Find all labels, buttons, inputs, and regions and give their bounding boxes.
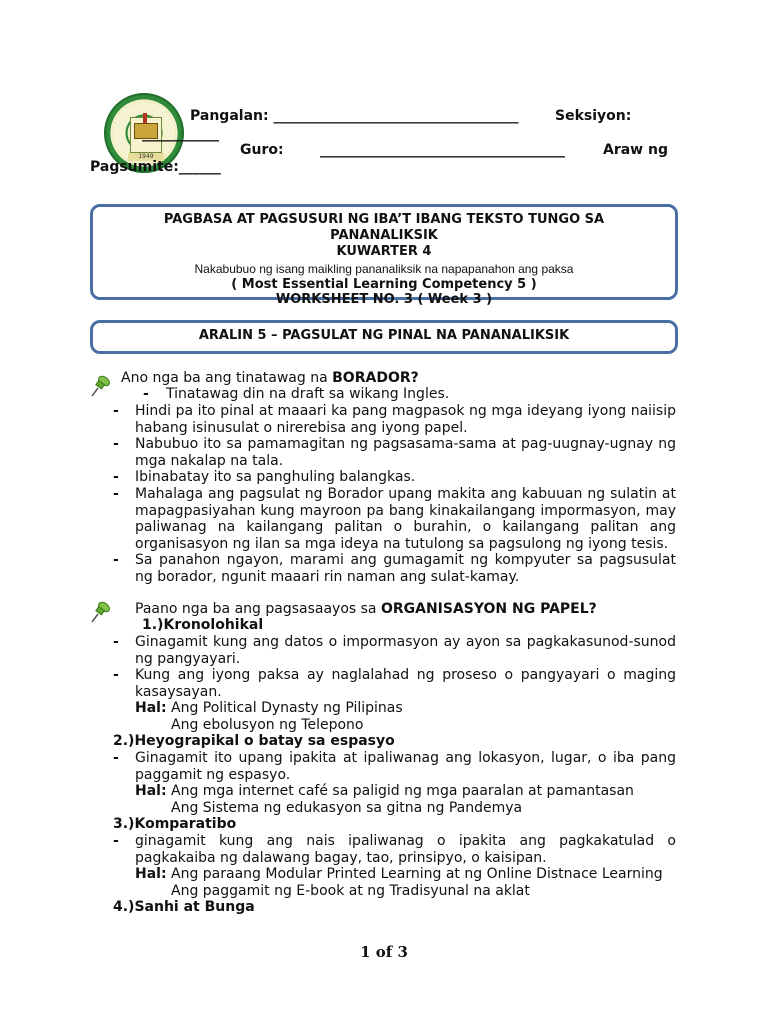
hal-label: Hal:	[135, 866, 167, 882]
pushpin-icon	[90, 374, 112, 398]
bullet-dash: -	[113, 403, 119, 419]
hal-label: Hal:	[135, 700, 167, 716]
item-3-heading: 3.)Komparatibo	[113, 816, 237, 832]
komparatibo-bullet-1: ginagamit kung ang nais ipaliwanag o ipakita ang pagkakatulad o pagkakaiba ng dalawang bagay, tao, prinsipyo, o kaisipan.	[135, 833, 676, 866]
araw-label: Araw ng	[603, 142, 668, 158]
hal-label: Hal:	[135, 783, 167, 799]
guro-label: Guro:	[240, 142, 284, 158]
page-number: 1 of 3	[360, 943, 408, 961]
borador-bullet-3: Ibinabatay ito sa panghuling balangkas.	[135, 469, 416, 485]
school-seal-logo: 1949	[104, 93, 184, 173]
draft-definition: Tinatawag din na draft sa wikang Ingles.	[166, 386, 450, 402]
pushpin-icon	[90, 600, 112, 624]
borador-bullet-5: Sa panahon ngayon, marami ang gumagamit ng kompyuter sa pagsusulat ng borador, ngunit maaari rin naman ang sulat-kamay.	[135, 552, 676, 585]
borador-bullet-2: Nabubuo ito sa pamamagitan ng pagsasama-sama at pag-uugnay-ugnay ng mga nakalap na tala.	[135, 436, 676, 469]
kronolohikal-example-1: Ang Political Dynasty ng Pilipinas	[171, 700, 403, 716]
subject-title-line1: PAGBASA AT PAGSUSURI NG IBA’T IBANG TEKSTO TUNGO SA	[163, 212, 605, 227]
title-box	[90, 204, 678, 307]
kronolohikal-example-2: Ang ebolusyon ng Telepono	[171, 717, 364, 733]
organisasyon-question: Paano nga ba ang pagsasaayos sa ORGANISASYON NG PAPEL?	[135, 601, 597, 617]
seksiyon-label: Seksiyon:	[555, 108, 632, 124]
subject-title-line2: PANANALIKSIK	[330, 228, 438, 243]
pagsumite-label: Pagsumite:______	[90, 159, 221, 175]
bullet-dash: -	[113, 833, 119, 849]
borador-term: BORADOR?	[332, 370, 419, 386]
item-2-heading: 2.)Heyograpikal o batay sa espasyo	[113, 733, 395, 749]
bullet-dash: -	[113, 667, 119, 683]
competency-description: Nakabubuo ng isang maikling pananaliksik na napapanahon ang paksa	[194, 262, 574, 276]
bullet-dash: -	[113, 486, 119, 502]
item-4-heading: 4.)Sanhi at Bunga	[113, 899, 255, 915]
kronolohikal-bullet-1: Ginagamit kung ang datos o impormasyon ay ayon sa pagkakasunod-sunod ng pangyayari.	[135, 634, 676, 667]
item-1-heading: 1.)Kronolohikal	[142, 617, 264, 633]
heyograpikal-example-2: Ang Sistema ng edukasyon sa gitna ng Pandemya	[171, 800, 523, 816]
bullet-dash: -	[113, 436, 119, 452]
heyograpikal-example-1: Ang mga internet café sa paligid ng mga paaralan at pamantasan	[171, 783, 634, 799]
pangalan-label: Pangalan: ___________________________________	[190, 108, 519, 124]
bullet-dash: -	[143, 386, 149, 402]
bullet-dash: -	[113, 469, 119, 485]
organisasyon-term: ORGANISASYON NG PAPEL?	[380, 601, 597, 617]
worksheet-label: WORKSHEET NO. 3 ( Week 3 )	[275, 292, 493, 307]
bullet-dash: -	[113, 750, 119, 766]
lesson-title: ARALIN 5 – PAGSULAT NG PINAL NA PANANALIKSIK	[198, 328, 570, 343]
seksiyon-blank: ___________	[142, 126, 219, 142]
heyograpikal-bullet-1: Ginagamit ito upang ipakita at ipaliwanag ang lokasyon, lugar, o iba pang paggamit ng espasyo.	[135, 750, 676, 783]
kronolohikal-bullet-2: Kung ang iyong paksa ay naglalahad ng proseso o pangyayari o maging kasaysayan.	[135, 667, 676, 700]
borador-bullet-1: Hindi pa ito pinal at maaari ka pang magpasok ng mga ideyang iyong naiisip habang isinusulat o nirerebisa ang iyong papel.	[135, 403, 676, 436]
bullet-dash: -	[113, 634, 119, 650]
komparatibo-example-2: Ang paggamit ng E-book at ng Tradisyunal na aklat	[171, 883, 530, 899]
quarter-label: KUWARTER 4	[336, 244, 432, 259]
borador-bullet-4: Mahalaga ang pagsulat ng Borador upang makita ang kabuuan ng sulatin at mapagpasiyahan kung mayroon pa bang kinakailangang impormasyon, may paliwanag na kailangang palitan o burahin, o kailangang palitan ang organisasyon ng ilan sa mga ideya na tutulong sa pagsulong ng iyong tesis.	[135, 486, 676, 552]
lesson-box	[90, 320, 678, 354]
guro-blank: ___________________________________	[320, 142, 565, 158]
komparatibo-example-1: Ang paraang Modular Printed Learning at ng Online Distnace Learning	[171, 866, 663, 882]
bullet-dash: -	[113, 552, 119, 568]
borador-question: Ano nga ba ang tinatawag na BORADOR?	[121, 370, 419, 386]
melc-label: ( Most Essential Learning Competency 5 )	[231, 277, 537, 292]
